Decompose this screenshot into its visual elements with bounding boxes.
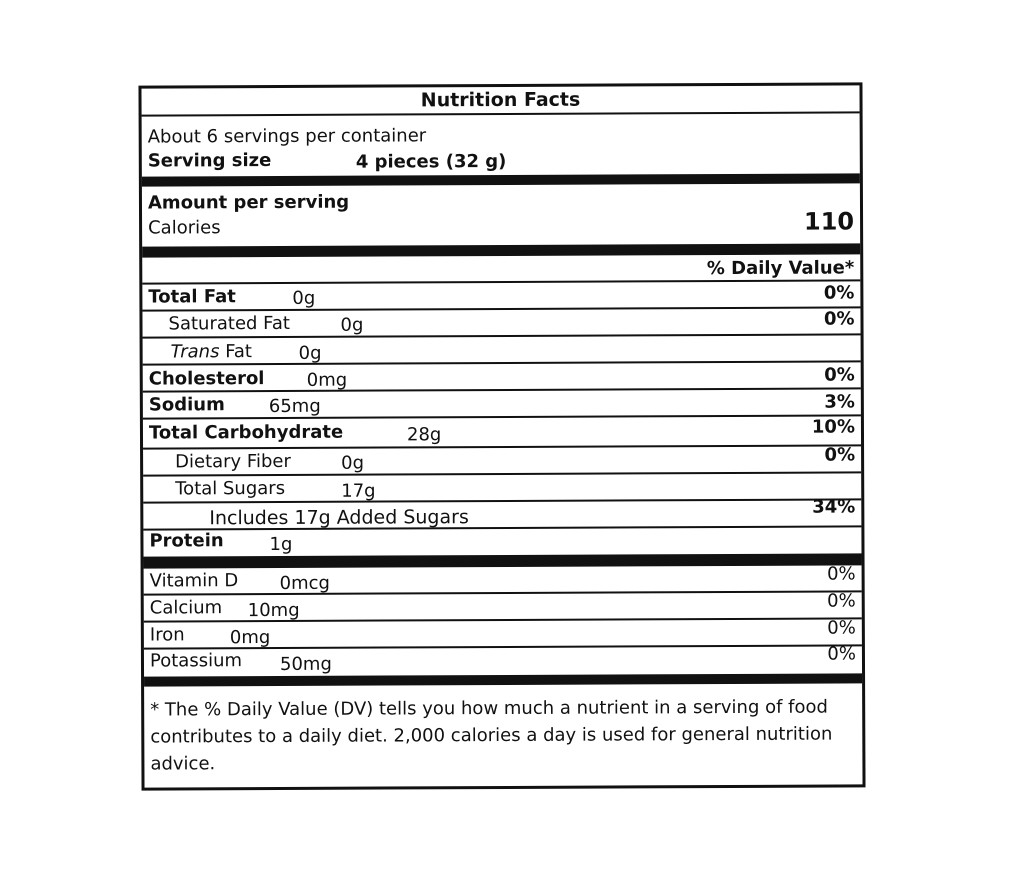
nutrient-amount: 0mg — [306, 369, 348, 391]
nutrient-name: Total Sugars — [175, 477, 286, 500]
title-row — [141, 85, 859, 116]
nutrient-amount: 0g — [292, 287, 316, 309]
nutrient-amount: 0g — [341, 452, 365, 474]
nutrient-dv: 0% — [824, 444, 856, 466]
calories-label: Calories — [148, 217, 221, 239]
nutrient-name: Total Fat — [148, 286, 236, 308]
nutrient-amount: 65mg — [268, 395, 321, 418]
serving-size-value: 4 pieces (32 g) — [355, 150, 507, 173]
trans-italic: Trans — [170, 341, 220, 363]
nutrient-name: Total Carbohydrate — [148, 421, 344, 444]
nutrient-name: Sodium — [148, 394, 225, 416]
nutrient-row — [143, 527, 861, 556]
nutrient-row — [143, 446, 861, 476]
nutrient-amount: 28g — [406, 424, 442, 446]
vitamin-dv: 0% — [827, 643, 856, 665]
label-title: Nutrition Facts — [420, 88, 581, 112]
vitamin-name: Vitamin D — [149, 570, 239, 592]
nutrient-name: Saturated Fat — [168, 312, 290, 335]
nutrient-row — [142, 281, 860, 311]
nutrient-row — [143, 496, 861, 530]
vitamin-name: Iron — [149, 624, 185, 646]
nutrition-facts-label — [138, 82, 865, 790]
nutrient-amount: 0g — [340, 314, 364, 336]
vitamin-amount: 10mg — [247, 599, 300, 622]
vitamin-row — [144, 643, 862, 675]
nutrient-dv: 3% — [824, 391, 855, 413]
serving-size-label: Serving size — [147, 150, 272, 172]
vitamin-row — [144, 592, 862, 622]
nutrient-row — [143, 362, 861, 392]
amount-per-serving: Amount per serving — [147, 191, 350, 214]
footnote: * The % Daily Value (DV) tells you how much a nutrient in a serving of food contributes to a daily diet. 2,000 calories a day is used for general nutrition advice. — [150, 696, 833, 775]
nutrient-row — [142, 308, 860, 338]
nutrient-amount: 1g — [269, 533, 293, 556]
nutrient-row — [143, 473, 861, 503]
nutrient-dv: 10% — [811, 416, 856, 438]
nutrient-name: Includes 17g Added Sugars — [209, 506, 469, 530]
nutrient-name: Dietary Fiber — [175, 450, 291, 473]
nutrient-dv: 0% — [823, 308, 855, 330]
servings-per-container: About 6 servings per container — [147, 125, 427, 148]
trans-rest: Fat — [219, 341, 253, 363]
daily-value-header: % Daily Value* — [706, 257, 855, 280]
thick-divider — [142, 243, 860, 257]
vitamin-dv: 0% — [827, 617, 856, 639]
thick-divider — [142, 173, 860, 186]
header-rule — [142, 257, 860, 284]
vitamin-amount: 50mg — [279, 653, 332, 675]
calories-value: 110 — [803, 207, 855, 236]
nutrient-name: Protein — [149, 530, 224, 552]
vitamin-amount: 0mcg — [279, 572, 330, 594]
vitamin-dv: 0% — [827, 590, 856, 612]
nutrient-row — [143, 335, 861, 365]
nutrient-amount: 0g — [298, 342, 322, 364]
nutrient-name: Cholesterol — [148, 368, 265, 390]
thick-divider — [144, 673, 862, 686]
vitamin-row — [144, 565, 862, 595]
nutrient-dv: 0% — [824, 364, 855, 386]
nutrient-dv: 0% — [823, 282, 855, 304]
vitamin-row — [144, 619, 862, 649]
vitamin-dv: 0% — [826, 563, 856, 585]
nutrient-name — [171, 341, 252, 362]
vitamin-amount: 0mg — [229, 627, 271, 649]
nutrient-dv: 34% — [812, 496, 856, 518]
nutrient-amount: 17g — [341, 480, 376, 502]
nutrient-row — [143, 416, 861, 449]
nutrient-row — [143, 389, 861, 419]
vitamin-name: Potassium — [149, 650, 243, 672]
vitamin-name: Calcium — [149, 597, 223, 619]
